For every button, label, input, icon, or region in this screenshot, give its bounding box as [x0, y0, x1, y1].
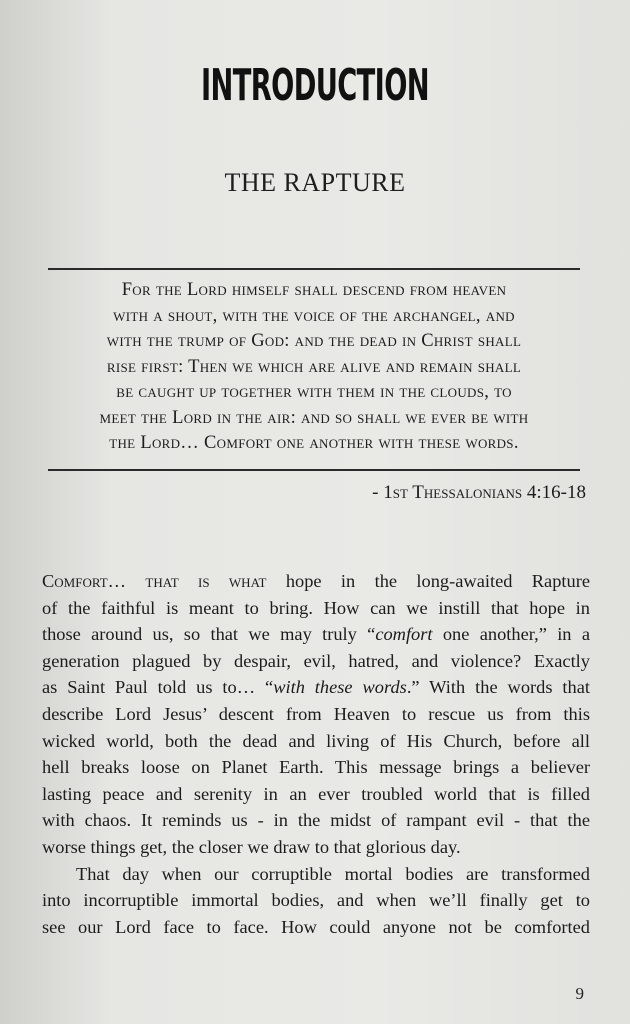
chapter-title: INTRODUCTION — [201, 60, 429, 111]
body-line: Comfort… that is what hope in the long-awaited Rapture — [42, 571, 591, 591]
verse-bottom-rule — [48, 469, 580, 471]
verse-line: be caught up together with them in the clouds, to — [116, 382, 512, 402]
body-line: describe Lord Jesus’ descent from Heaven to rescue us from this — [42, 703, 590, 724]
verse-reference: - 1st Thessalonians 4:16-18 — [372, 482, 586, 503]
body-line: lasting peace and serenity in an ever troubled world that is filled — [42, 783, 590, 804]
body-line: with chaos. It reminds us - in the midst of rampant evil - that the — [42, 810, 590, 831]
body-line: wicked world, both the dead and living of His Church, before all — [42, 730, 590, 751]
page-number: 9 — [575, 984, 584, 1003]
verse-line: For the Lord himself shall descend from heaven — [121, 280, 507, 300]
lead-in: Comfort… that is what — [42, 571, 267, 591]
epigraph-verse — [44, 278, 584, 457]
verse-line: the Lord… Comfort one another with these words. — [109, 433, 519, 453]
body-line: into incorruptible immortal bodies, and when we’ll finally get to — [42, 890, 590, 911]
body-line: That day when our corruptible mortal bodies are transformed — [76, 863, 590, 884]
section-title: THE RAPTURE — [224, 168, 406, 197]
body-line: worse things get, the closer we draw to that glorious day. — [42, 836, 461, 857]
verse-line: with the trump of God: and the dead in Christ shall — [106, 331, 522, 351]
body-line: those around us, so that we may truly “comfort one another,” in a — [42, 624, 590, 645]
body-line: generation plagued by despair, evil, hatred, and violence? Exactly — [42, 650, 590, 671]
body-line: as Saint Paul told us to… “with these words.” With the words that — [42, 677, 590, 698]
body-line: see our Lord face to face. How could anyone not be comforted — [42, 916, 590, 937]
verse-line: rise first: Then we which are alive and remain shall — [106, 356, 522, 377]
verse-line: with a shout, with the voice of the archangel, and — [113, 305, 515, 326]
verse-line: meet the Lord in the air: and so shall we ever be with — [99, 407, 529, 428]
verse-top-rule — [48, 268, 580, 270]
body-line: hell breaks loose on Planet Earth. This message brings a believer — [42, 757, 590, 778]
body-text — [42, 568, 590, 940]
body-line: of the faithful is meant to bring. How can we instill that hope in — [42, 597, 590, 618]
